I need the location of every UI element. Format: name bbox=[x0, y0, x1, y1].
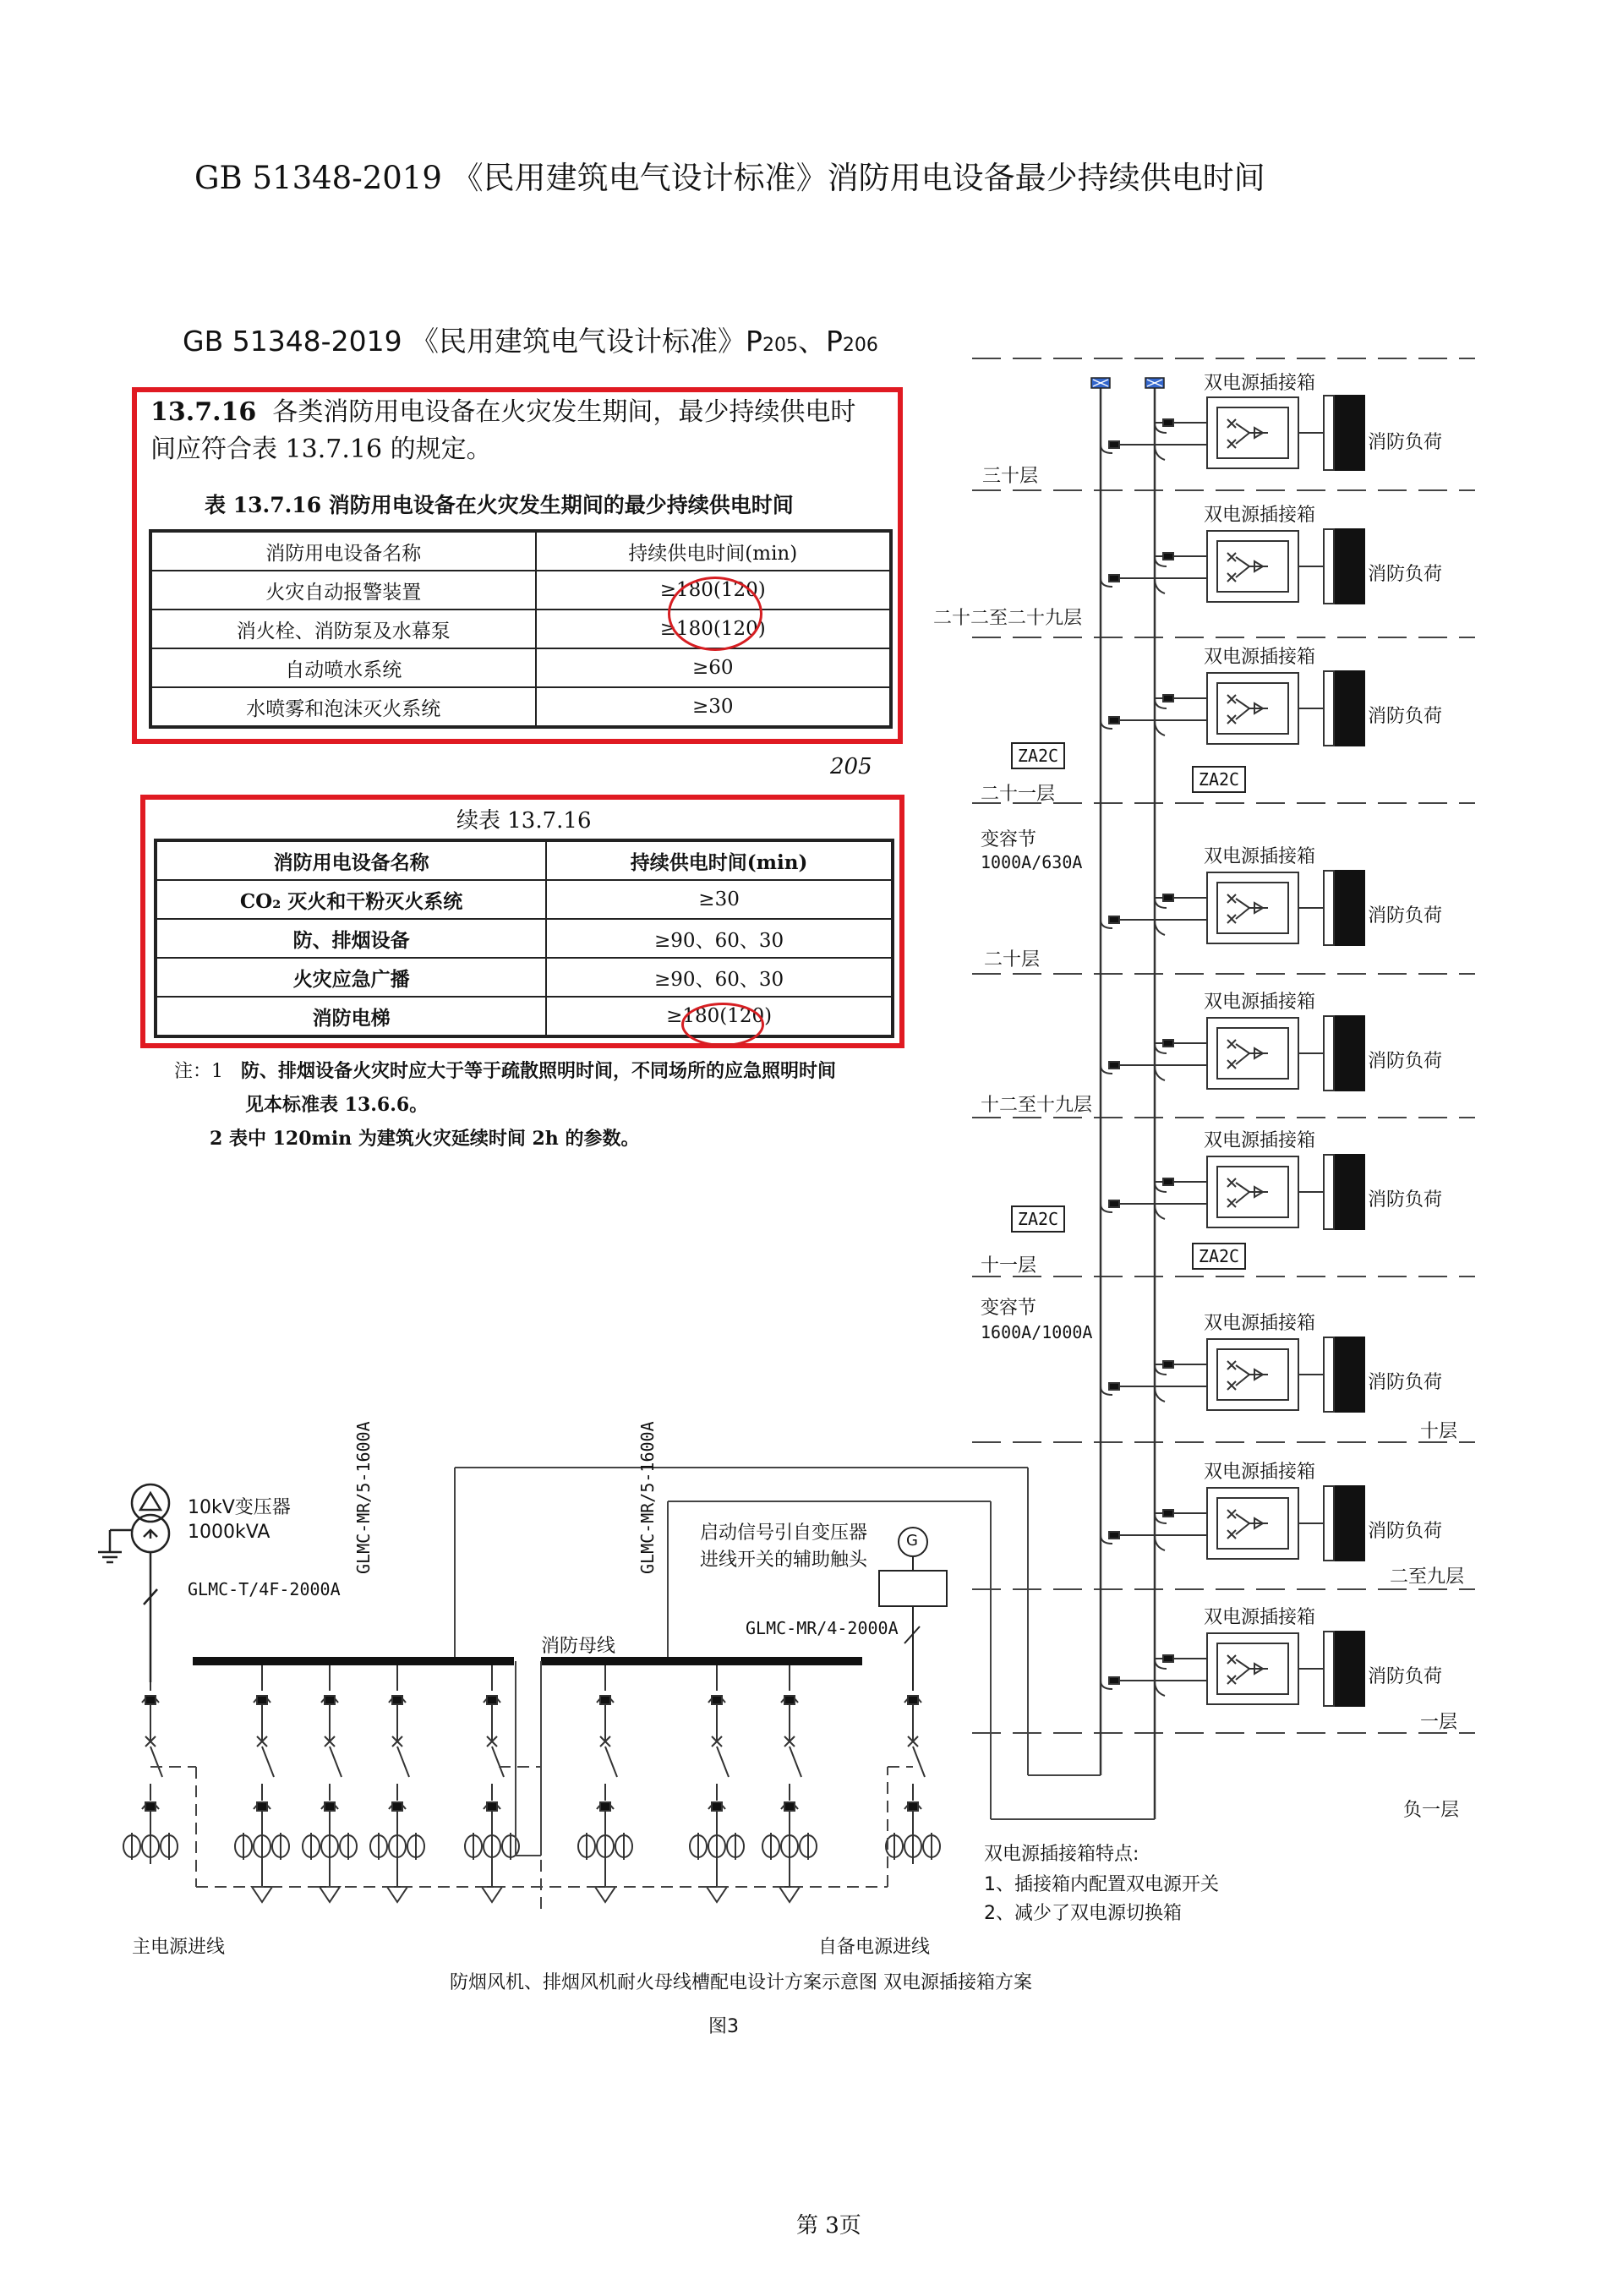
table-header-cell: 持续供电时间(min) bbox=[546, 840, 893, 880]
figure-label: 图3 bbox=[708, 2016, 739, 2037]
start-signal-2: 进线开关的辅助触头 bbox=[700, 1550, 868, 1571]
floor-label-21: 二十一层 bbox=[981, 784, 1056, 805]
table-cell: ≥180(120) bbox=[536, 571, 891, 610]
riser-caps bbox=[1091, 378, 1164, 388]
note-2: 2 表中 120min 为建筑火灾延续时间 2h 的参数。 bbox=[210, 1128, 640, 1150]
plug-box-label: 双电源插接箱 bbox=[1204, 992, 1316, 1013]
table-cell: 消防电梯 bbox=[156, 997, 546, 1036]
feeder-column bbox=[886, 1665, 940, 1864]
plug-box-label: 双电源插接箱 bbox=[1204, 505, 1316, 526]
reducer-label-2: 变容节 bbox=[981, 1298, 1037, 1319]
table-header-cell: 消防用电设备名称 bbox=[156, 840, 546, 880]
feeder-column bbox=[465, 1665, 519, 1902]
feeder-column bbox=[370, 1665, 424, 1902]
features-title: 双电源插接箱特点: bbox=[984, 1844, 1139, 1865]
page-title: GB 51348-2019 《民用建筑电气设计标准》消防用电设备最少持续供电时间 bbox=[194, 160, 1265, 196]
plug-box-symbol bbox=[1101, 1486, 1364, 1561]
load-label: 消防负荷 bbox=[1368, 1666, 1443, 1687]
clause-text-1: 各类消防用电设备在火灾发生期间，最少持续供电时 bbox=[272, 397, 856, 427]
table-cell: ≥90、60、30 bbox=[546, 919, 893, 958]
feeder-column bbox=[762, 1665, 817, 1902]
heading-page-205: 205 bbox=[762, 335, 798, 356]
plug-box-group bbox=[1101, 396, 1364, 1706]
table-cell: ≥60 bbox=[536, 648, 891, 687]
generator-symbol bbox=[879, 1528, 947, 1691]
feeder-column bbox=[690, 1665, 744, 1902]
table-header-cell: 消防用电设备名称 bbox=[150, 531, 536, 571]
za2c-tag: ZA2C bbox=[1011, 742, 1065, 769]
clause-line-2: 间应符合表 13.7.16 的规定。 bbox=[150, 435, 492, 464]
feeder-column bbox=[578, 1665, 632, 1902]
floor-label-11: 十一层 bbox=[981, 1255, 1037, 1276]
interlock-lines bbox=[150, 1767, 913, 1912]
floor-label-1: 一层 bbox=[1420, 1712, 1458, 1733]
za2c-tag: ZA2C bbox=[1011, 1205, 1065, 1233]
floor-label-10: 十层 bbox=[1420, 1421, 1458, 1442]
heading-page-206: 206 bbox=[842, 335, 878, 356]
plug-box-label: 双电源插接箱 bbox=[1204, 1462, 1316, 1483]
load-label: 消防负荷 bbox=[1368, 706, 1443, 727]
continued-caption: 续表 13.7.16 bbox=[456, 808, 592, 834]
plug-box-label: 双电源插接箱 bbox=[1204, 1313, 1316, 1334]
plug-box-symbol bbox=[1101, 1016, 1364, 1091]
table-cell: ≥90、60、30 bbox=[546, 958, 893, 997]
floor-label-30: 三十层 bbox=[982, 466, 1039, 487]
table-cell: ≥180(120) bbox=[536, 610, 891, 648]
fire-bus-label: 消防母线 bbox=[541, 1636, 616, 1657]
clause-number: 13.7.16 bbox=[150, 397, 257, 427]
table-cell: ≥180(120) bbox=[546, 997, 893, 1036]
transformer-symbol bbox=[98, 1484, 169, 1682]
table-cell: 火灾应急广播 bbox=[156, 958, 546, 997]
generator-label: G bbox=[906, 1532, 918, 1550]
za2c-tag: ZA2C bbox=[1192, 766, 1246, 793]
heading-sep: 、P bbox=[797, 325, 843, 358]
plug-box-label: 双电源插接箱 bbox=[1204, 846, 1316, 867]
table-cell: 防、排烟设备 bbox=[156, 919, 546, 958]
floor-label-12-19: 十二至十九层 bbox=[981, 1095, 1093, 1116]
heading-text: GB 51348-2019 《民用建筑电气设计标准》P bbox=[183, 325, 762, 358]
floor-label-b1: 负一层 bbox=[1403, 1800, 1460, 1821]
load-label: 消防负荷 bbox=[1368, 432, 1443, 453]
load-label: 消防负荷 bbox=[1368, 1372, 1443, 1393]
feature-2: 2、减少了双电源切换箱 bbox=[984, 1903, 1182, 1924]
load-label: 消防负荷 bbox=[1368, 564, 1443, 585]
load-label: 消防负荷 bbox=[1368, 1051, 1443, 1072]
cable-label-1: GLMC-T/4F-2000A bbox=[188, 1579, 341, 1599]
main-feed-label: 主电源进线 bbox=[132, 1937, 226, 1958]
switchgear bbox=[123, 1665, 940, 1902]
za2c-tag: ZA2C bbox=[1192, 1243, 1246, 1270]
table-cell: ≥30 bbox=[536, 687, 891, 727]
plug-box-symbol bbox=[1101, 1155, 1364, 1229]
floor-label-20: 二十层 bbox=[984, 949, 1041, 970]
table-cell: ≥30 bbox=[546, 880, 893, 919]
table-cell: 火灾自动报警装置 bbox=[150, 571, 536, 610]
load-label: 消防负荷 bbox=[1368, 905, 1443, 927]
scan-page-number: 205 bbox=[830, 754, 872, 779]
feeder-column bbox=[123, 1665, 178, 1864]
note-1a: 防、排烟设备火灾时应大于等于疏散照明时间，不同场所的应急照明时间 bbox=[240, 1060, 836, 1082]
table-header-cell: 持续供电时间(min) bbox=[536, 531, 891, 571]
reducer-label-1: 变容节 bbox=[981, 829, 1037, 850]
reducer-rating-1: 1000A/630A bbox=[981, 852, 1083, 872]
plug-box-label: 双电源插接箱 bbox=[1204, 1607, 1316, 1628]
transformer-label-1: 10kV变压器 bbox=[188, 1497, 291, 1518]
plug-box-symbol bbox=[1101, 1632, 1364, 1706]
table-caption: 表 13.7.16 消防用电设备在火灾发生期间的最少持续供电时间 bbox=[205, 493, 794, 517]
plug-box-label: 双电源插接箱 bbox=[1204, 1130, 1316, 1151]
footer-page-number: 第 3页 bbox=[796, 2213, 861, 2239]
reducer-rating-2: 1600A/1000A bbox=[981, 1322, 1093, 1342]
load-label: 消防负荷 bbox=[1368, 1189, 1443, 1211]
table-cell: 水喷雾和泡沫灭火系统 bbox=[150, 687, 536, 727]
plug-box-symbol bbox=[1101, 671, 1364, 746]
plug-box-label: 双电源插接箱 bbox=[1204, 373, 1316, 394]
plug-box-label: 双电源插接箱 bbox=[1204, 647, 1316, 668]
note-label: 注：1 bbox=[174, 1061, 223, 1082]
start-signal-1: 启动信号引自变压器 bbox=[700, 1522, 868, 1544]
feeder-column bbox=[235, 1665, 289, 1902]
feeder-column bbox=[303, 1665, 357, 1902]
plug-box-symbol bbox=[1101, 1337, 1364, 1412]
table-cell: 自动喷水系统 bbox=[150, 648, 536, 687]
table-cell: 消火栓、消防泵及水幕泵 bbox=[150, 610, 536, 648]
cable-label-2: GLMC-MR/5-1600A bbox=[353, 1421, 374, 1574]
plug-box-symbol bbox=[1101, 871, 1364, 945]
cable-label-3: GLMC-MR/5-1600A bbox=[637, 1421, 658, 1574]
floor-label-2-9: 二至九层 bbox=[1390, 1566, 1465, 1588]
feature-1: 1、插接箱内配置双电源开关 bbox=[984, 1874, 1219, 1895]
plug-box-symbol bbox=[1101, 396, 1364, 470]
table-cell: CO₂ 灭火和干粉灭火系统 bbox=[156, 880, 546, 919]
floor-label-22-29: 二十二至二十九层 bbox=[933, 608, 1083, 629]
figure-caption: 防烟风机、排烟风机耐火母线槽配电设计方案示意图 双电源插接箱方案 bbox=[450, 1972, 1032, 1993]
backup-feed-label: 自备电源进线 bbox=[818, 1937, 931, 1958]
cable-label-4: GLMC-MR/4-2000A bbox=[746, 1618, 899, 1638]
plug-box-symbol bbox=[1101, 529, 1364, 604]
load-label: 消防负荷 bbox=[1368, 1521, 1443, 1542]
transformer-label-2: 1000kVA bbox=[188, 1522, 270, 1543]
note-1b: 见本标准表 13.6.6。 bbox=[245, 1094, 429, 1116]
